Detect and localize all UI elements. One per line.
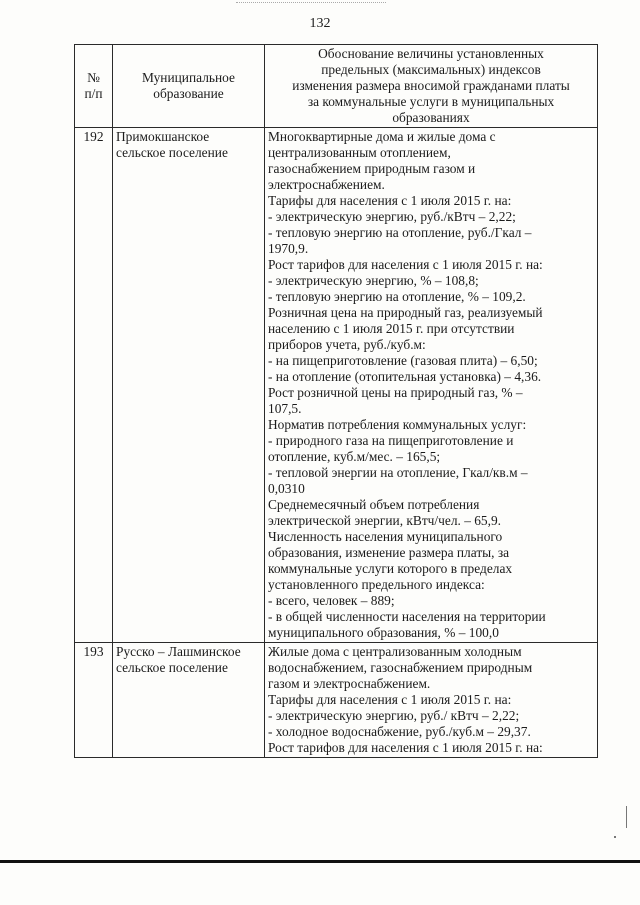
row-number: 192 — [75, 128, 113, 643]
scan-top-marks — [236, 2, 386, 6]
tariff-table — [74, 44, 598, 758]
table-header-row — [75, 45, 598, 128]
scan-bottom-rule — [0, 860, 640, 863]
justification-text: Многоквартирные дома и жилые дома с централизованным отоплением, газоснабжением природным газом и электроснабжением. Тарифы для населения с 1 июля 2015 г. на: - электрическую энергию, руб./кВтч – 2,22; - тепловую энергию на отопление, руб./Гкал – 1970,9. Рост тарифов для населения с 1 июля 2015 г. на: - электрическую энергию, % – 108,8; - тепловую энергию на отопление, % – 109,2. Розничная цена на природный газ, реализуемый населению с 1 июля 2015 г. при отсутствии приборов учета, руб./куб.м: - на пищеприготовление (газовая плита) – 6,50; - на отопление (отопительная установка) – 4,36. Рост розничной цены на природный газ, % – 107,5. Норматив потребления коммунальных услуг: - природного газа на пищеприготовление и отопление, куб.м/мес. – 165,5; - тепловой энергии на отопление, Гкал/кв.м – 0,0310 Среднемесячный объем потребления электрической энергии, кВтч/чел. – 65,9. Численность населения муниципального образования, изменение размера платы, за коммунальные услуги которого в пределах установленного предельного индекса: - всего, человек – 889; - в общей численности населения на территории муниципального образования, % – 100,0 — [265, 128, 598, 643]
table-row — [75, 643, 598, 758]
scan-speck — [626, 806, 627, 828]
header-num: № п/п — [75, 45, 113, 128]
page-number: 132 — [309, 16, 331, 31]
row-number: 193 — [75, 643, 113, 758]
header-municipality: Муниципальное образование — [113, 45, 265, 128]
justification-text: Жилые дома с централизованным холодным водоснабжением, газоснабжением природным газом и электроснабжением. Тарифы для населения с 1 июля 2015 г. на: - электрическую энергию, руб./ кВтч – 2,22; - холодное водоснабжение, руб./куб.м – 29,37. Рост тарифов для населения с 1 июля 2015 г. на: — [265, 643, 598, 758]
municipality-name: Примокшанское сельское поселение — [113, 128, 265, 643]
table-row — [75, 128, 598, 643]
header-justification: Обоснование величины установленных предельных (максимальных) индексов изменения размера вносимой гражданами платы за коммунальные услуги в муниципальных образованиях — [265, 45, 598, 128]
scan-speck — [614, 836, 616, 838]
municipality-name: Русско – Лашминское сельское поселение — [113, 643, 265, 758]
